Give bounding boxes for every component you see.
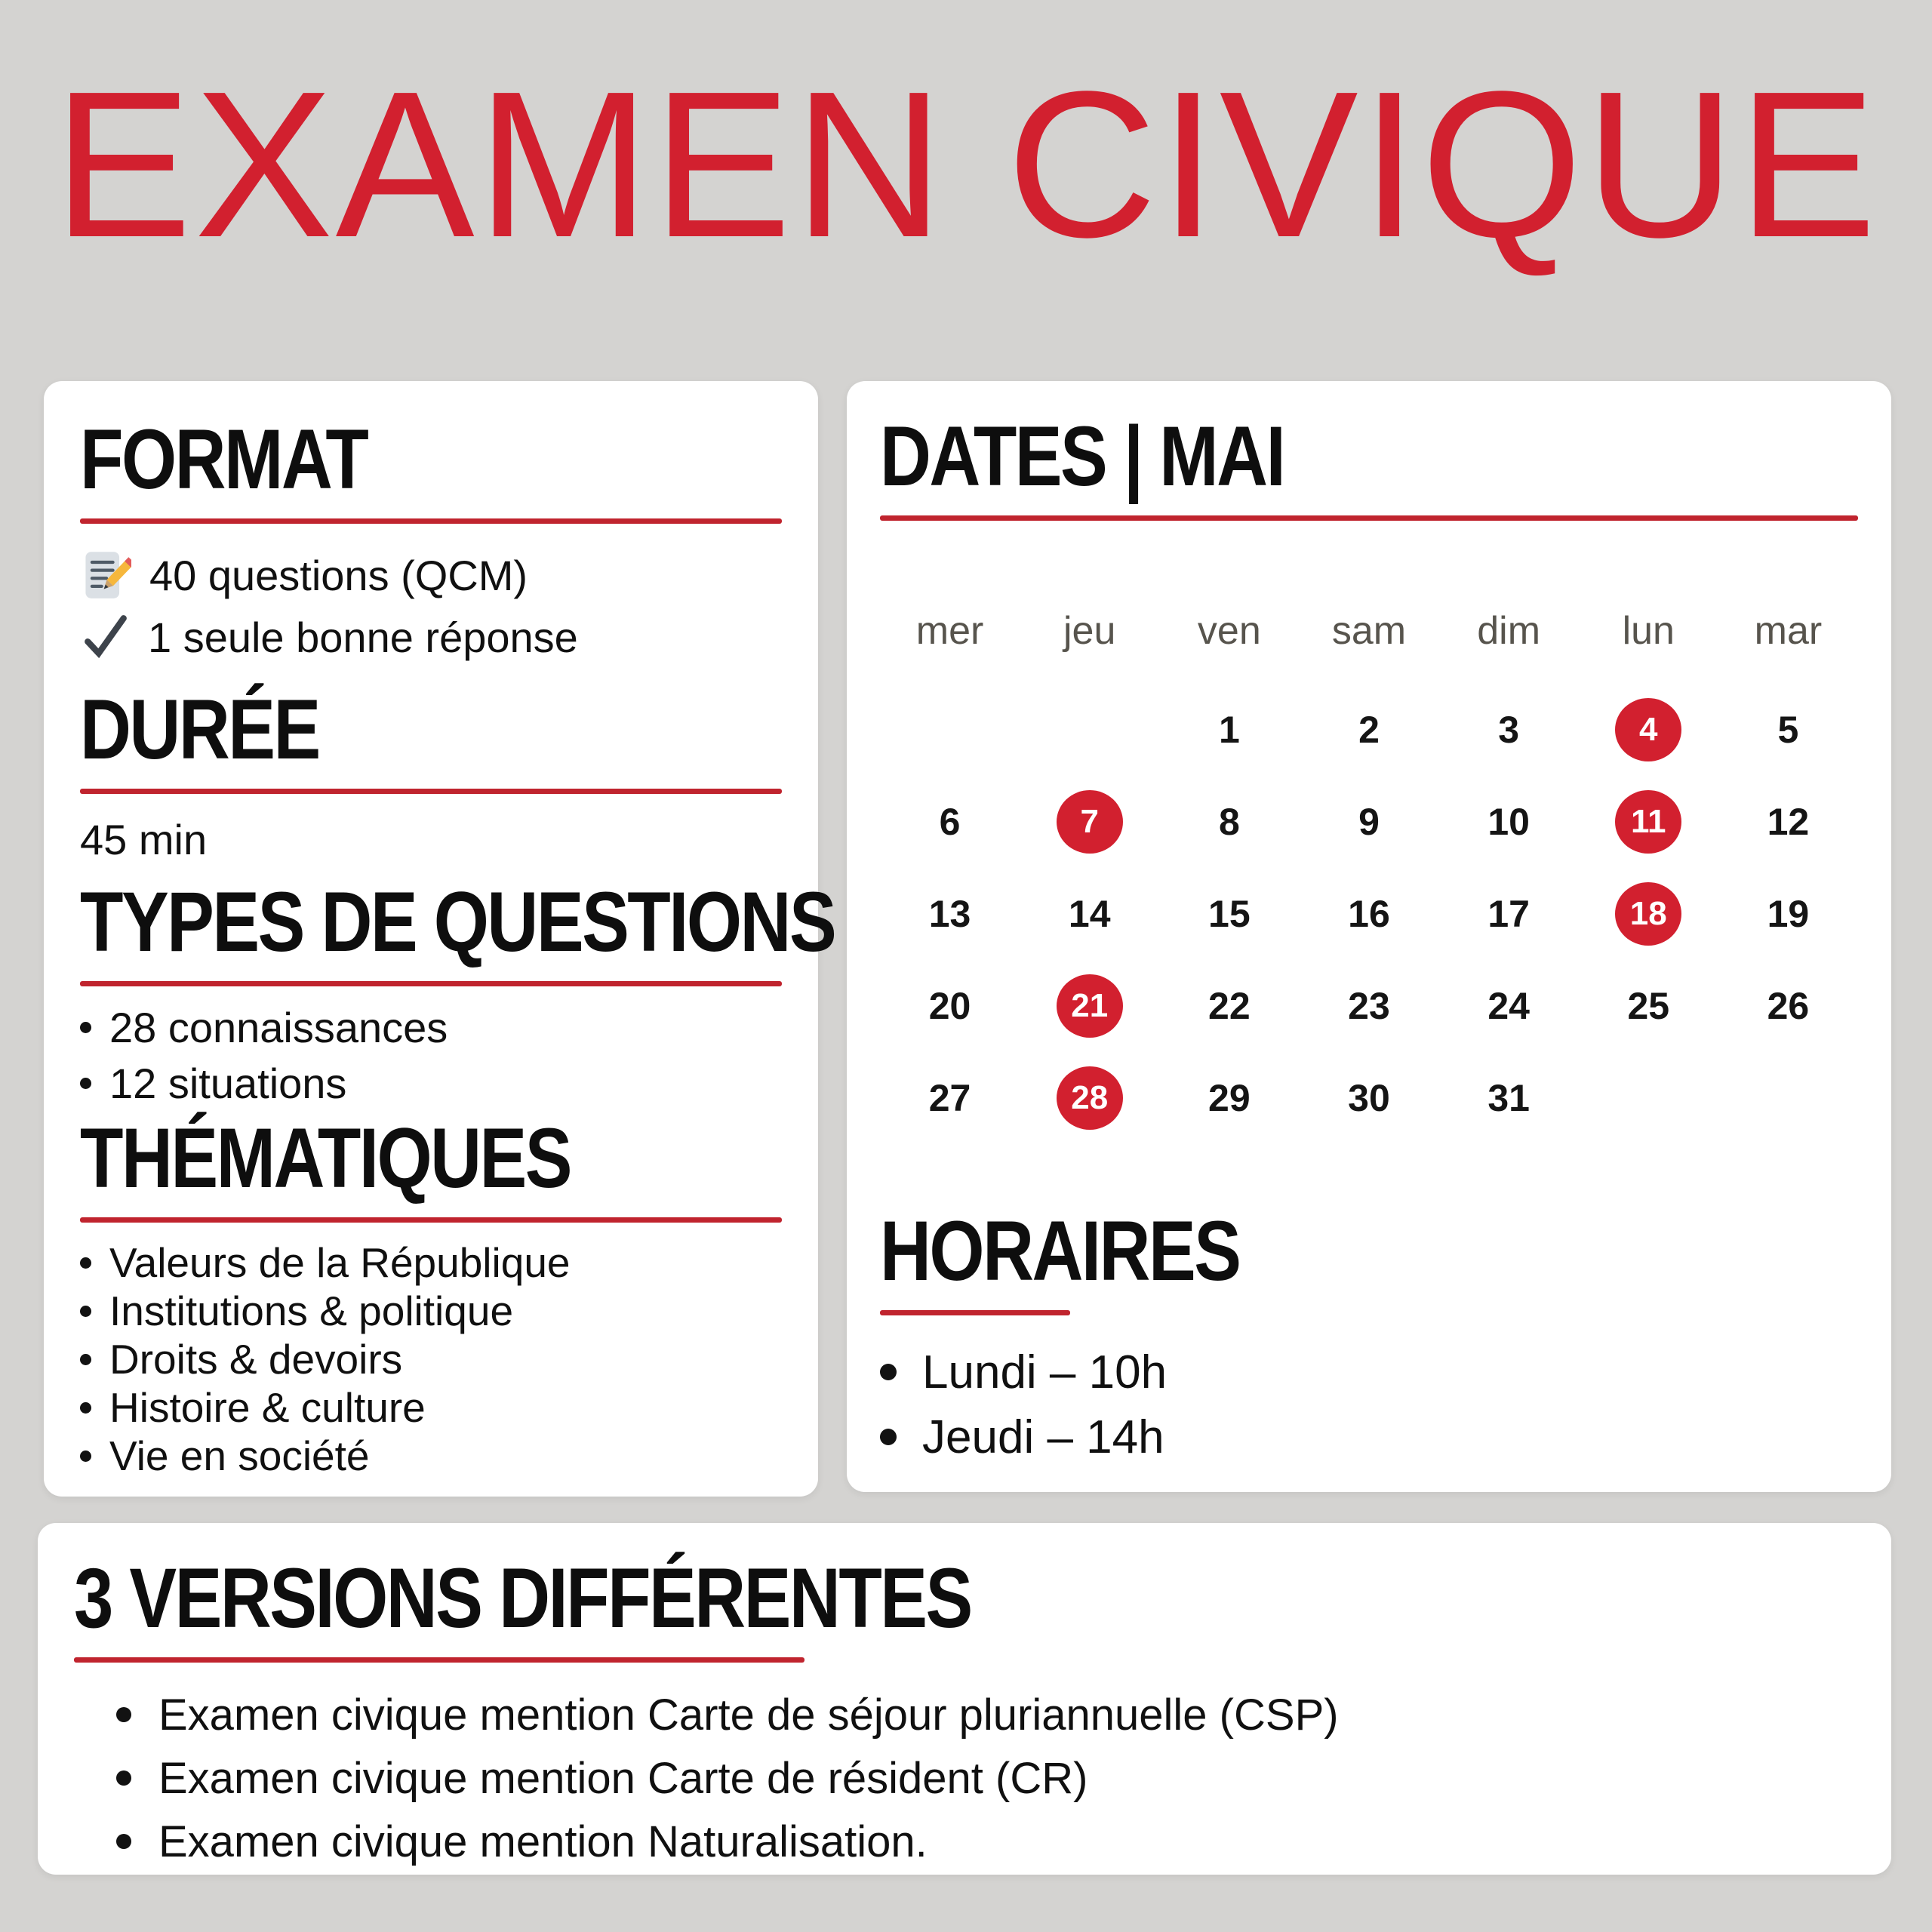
- calendar-day: 16: [1348, 893, 1390, 935]
- calendar-day-header: sam: [1331, 609, 1407, 653]
- calendar-day-highlighted: 18: [1615, 882, 1681, 946]
- dates-card: [847, 381, 1891, 1492]
- checkmark-icon: [80, 612, 130, 662]
- calendar-day: 29: [1208, 1077, 1251, 1119]
- list-item: [116, 1690, 1855, 1740]
- calendar-day: [1020, 1052, 1159, 1144]
- calendar-day-highlighted: 4: [1615, 698, 1681, 761]
- calendar-empty-cell: [1020, 684, 1159, 776]
- bullet-icon: [880, 1429, 897, 1445]
- calendar-day: [1579, 684, 1718, 776]
- bullet-icon: [80, 1402, 91, 1414]
- list-item: [80, 1241, 782, 1284]
- calendar-day-highlighted: 11: [1615, 790, 1681, 854]
- calendar-day: 3: [1498, 709, 1520, 751]
- list-item: [80, 1004, 782, 1050]
- calendar-day: 6: [939, 801, 961, 843]
- list-item-text: 28 connaissances: [109, 1003, 448, 1051]
- calendar-day: [1020, 776, 1159, 868]
- calendar-day: [1020, 960, 1159, 1052]
- calendar-day: 5: [1777, 709, 1799, 751]
- calendar-day: 13: [928, 893, 971, 935]
- list-item-text: Valeurs de la République: [109, 1239, 571, 1286]
- calendar-day: 22: [1208, 985, 1251, 1027]
- calendar-day-header: ven: [1197, 609, 1261, 653]
- list-item-text: Institutions & politique: [109, 1287, 514, 1334]
- list-item-text: Examen civique mention Carte de séjour pluriannuelle (CSP): [158, 1690, 1339, 1740]
- calendar-day: 12: [1767, 801, 1810, 843]
- calendar-day-header: dim: [1477, 609, 1541, 653]
- calendar-day-highlighted: 28: [1057, 1066, 1123, 1130]
- list-item: [116, 1817, 1855, 1866]
- dates-heading: DATES | MAI: [880, 409, 1284, 503]
- duree-divider: [80, 789, 782, 794]
- thematiques-heading: THÉMATIQUES: [80, 1111, 571, 1205]
- list-item: [80, 1337, 782, 1381]
- list-item: [116, 1753, 1855, 1803]
- bullet-icon: [80, 1451, 91, 1462]
- bullet-icon: [80, 1257, 91, 1269]
- format-heading: FORMAT: [80, 412, 368, 506]
- types-heading: TYPES DE QUESTIONS: [80, 875, 835, 969]
- calendar-day-highlighted: 21: [1057, 974, 1123, 1038]
- list-item-text: Vie en société: [109, 1432, 370, 1479]
- bullet-icon: [880, 1364, 897, 1380]
- calendar-day: 10: [1487, 801, 1530, 843]
- horaires-divider: [880, 1310, 1070, 1315]
- horaires-list: [880, 1346, 1858, 1463]
- bullet-icon: [116, 1707, 131, 1722]
- calendar-empty-cell: [1579, 1052, 1718, 1144]
- versions-list: [74, 1690, 1855, 1866]
- list-item: [80, 1060, 782, 1106]
- calendar-day: 17: [1487, 893, 1530, 935]
- calendar-day: 25: [1627, 985, 1670, 1027]
- format-item-text: 1 seule bonne réponse: [148, 613, 578, 661]
- format-divider: [80, 518, 782, 524]
- list-item-text: Droits & devoirs: [109, 1336, 403, 1383]
- bullet-icon: [116, 1834, 131, 1849]
- list-item: [880, 1411, 1858, 1463]
- calendar-day-header: jeu: [1063, 609, 1116, 653]
- list-item-text: Jeudi – 14h: [922, 1411, 1164, 1463]
- calendar-day-header: lun: [1622, 609, 1675, 653]
- list-item-text: Lundi – 10h: [922, 1346, 1168, 1398]
- calendar-day: 20: [928, 985, 971, 1027]
- bullet-icon: [80, 1078, 91, 1089]
- format-item-text: 40 questions (QCM): [149, 551, 528, 599]
- duree-heading: DURÉE: [80, 682, 319, 777]
- calendar-empty-cell: [1718, 1052, 1858, 1144]
- calendar-day: [1579, 776, 1718, 868]
- list-item: [80, 1434, 782, 1478]
- bullet-icon: [80, 1022, 91, 1033]
- calendar-day: [1579, 868, 1718, 960]
- duree-value: 45 min: [80, 815, 208, 863]
- calendar-day: 24: [1487, 985, 1530, 1027]
- list-item: [80, 1386, 782, 1429]
- page-title: EXAMEN CIVIQUE: [53, 48, 1879, 281]
- calendar-day: 9: [1358, 801, 1380, 843]
- list-item-text: Examen civique mention Naturalisation.: [158, 1817, 928, 1866]
- calendar-day: 15: [1208, 893, 1251, 935]
- calendar-day: 27: [928, 1077, 971, 1119]
- dates-divider: [880, 515, 1858, 521]
- info-card: [44, 381, 835, 1497]
- bullet-icon: [116, 1770, 131, 1786]
- types-divider: [80, 981, 782, 986]
- format-item-answer: [80, 610, 782, 664]
- list-item-text: Histoire & culture: [109, 1384, 426, 1431]
- bullet-icon: [80, 1354, 91, 1365]
- format-item-questions: [80, 548, 782, 602]
- calendar-day: 31: [1487, 1077, 1530, 1119]
- calendar-day: 19: [1767, 893, 1810, 935]
- calendar-day: 2: [1358, 709, 1380, 751]
- calendar-day-highlighted: 7: [1057, 790, 1123, 854]
- calendar-day-header: mer: [915, 609, 984, 653]
- calendar-day: 23: [1348, 985, 1390, 1027]
- versions-card: [38, 1523, 1891, 1875]
- calendar-day: 30: [1348, 1077, 1390, 1119]
- list-item-text: Examen civique mention Carte de résident (CR): [158, 1753, 1088, 1803]
- calendar: [880, 608, 1858, 1144]
- types-list: [80, 1004, 782, 1106]
- versions-heading: 3 VERSIONS DIFFÉRENTES: [74, 1551, 971, 1645]
- thematiques-divider: [80, 1217, 782, 1223]
- thematiques-list: [80, 1241, 782, 1478]
- list-item: [80, 1289, 782, 1333]
- memo-pencil-icon: [80, 549, 131, 601]
- horaires-heading: HORAIRES: [880, 1204, 1240, 1298]
- bullet-icon: [80, 1306, 91, 1317]
- calendar-day: 14: [1068, 893, 1111, 935]
- calendar-day: 26: [1767, 985, 1810, 1027]
- calendar-day: 8: [1218, 801, 1240, 843]
- list-item: [880, 1346, 1858, 1398]
- calendar-day-header: mar: [1754, 609, 1823, 653]
- calendar-day: 1: [1218, 709, 1240, 751]
- list-item-text: 12 situations: [109, 1059, 347, 1107]
- versions-divider: [74, 1657, 804, 1663]
- calendar-empty-cell: [880, 684, 1020, 776]
